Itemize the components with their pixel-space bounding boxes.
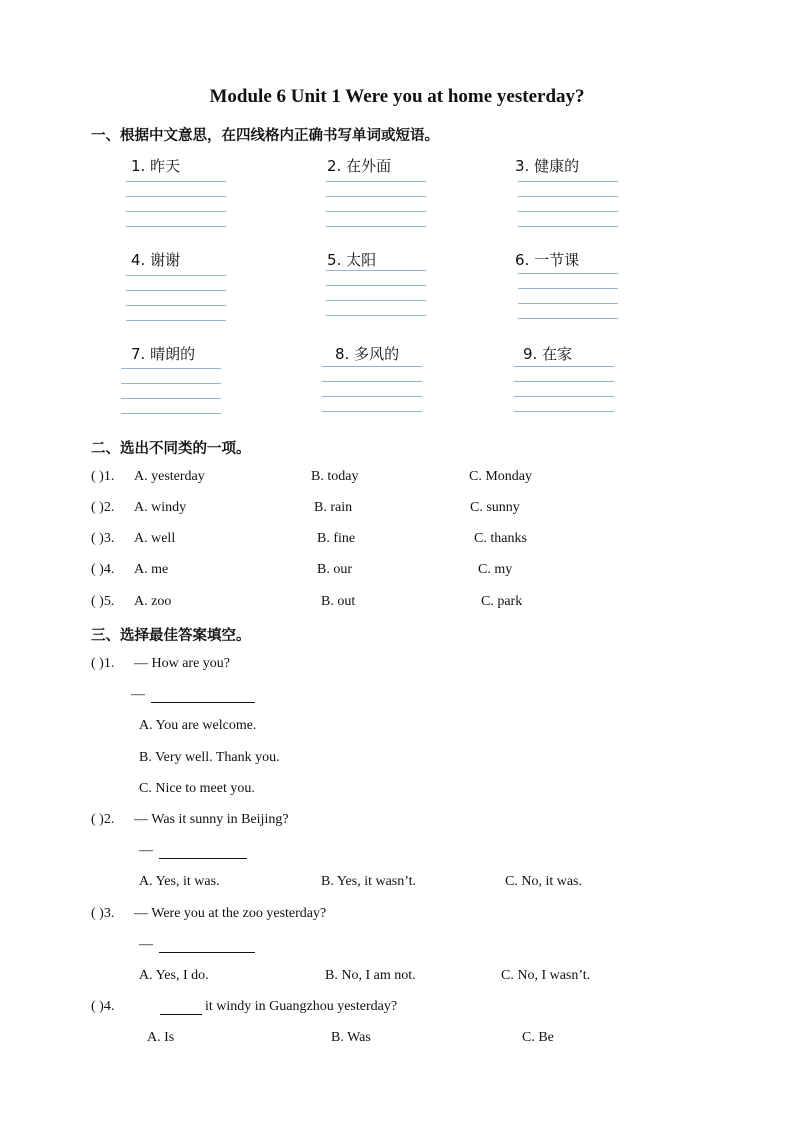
writing-lines-7[interactable] (121, 368, 221, 414)
page-title: Module 6 Unit 1 Were you at home yesterday? (209, 86, 585, 107)
word-3-label: 3. 健康的 (515, 157, 580, 175)
writing-lines-4[interactable] (126, 275, 226, 321)
s2-q1-option-b: B. today (311, 469, 359, 484)
writing-lines-8[interactable] (322, 366, 422, 412)
s2-q2-option-c: C. sunny (470, 500, 520, 515)
s3-q1-option-b: B. Very well. Thank you. (139, 750, 280, 765)
s3-q3-number[interactable]: ( )3. (91, 906, 115, 921)
s2-q4-option-c: C. my (478, 562, 513, 577)
section-3-heading: 三、选择最佳答案填空。 (91, 628, 251, 644)
s3-q1-answer-blank[interactable] (151, 688, 255, 703)
s3-q2-dash: — (139, 843, 153, 858)
s3-q4-option-b: B. Was (331, 1030, 371, 1045)
s3-q3-question: — Were you at the zoo yesterday? (134, 906, 327, 921)
s2-q4-option-b: B. our (317, 562, 352, 577)
s3-q2-option-b: B. Yes, it wasn’t. (321, 874, 417, 889)
s2-q3-option-a: A. well (134, 531, 176, 546)
s2-q4-option-a: A. me (134, 562, 169, 577)
word-5-label: 5. 太阳 (327, 251, 377, 269)
s3-q1-number[interactable]: ( )1. (91, 656, 115, 671)
s2-q1-option-a: A. yesterday (134, 469, 205, 484)
s2-q2-option-a: A. windy (134, 500, 187, 515)
s3-q1-question: — How are you? (134, 656, 231, 671)
s3-q4-option-a: A. Is (147, 1030, 175, 1045)
s2-q1-option-c: C. Monday (469, 469, 532, 484)
s3-q3-option-b: B. No, I am not. (325, 968, 416, 983)
s3-q2-number[interactable]: ( )2. (91, 812, 115, 827)
s3-q2-option-a: A. Yes, it was. (139, 874, 220, 889)
s2-q4-number[interactable]: ( )4. (91, 562, 115, 577)
s2-q5-number[interactable]: ( )5. (91, 594, 115, 609)
writing-lines-5[interactable] (326, 270, 426, 316)
s3-q1-option-c: C. Nice to meet you. (139, 781, 255, 796)
s2-q1-number[interactable]: ( )1. (91, 469, 115, 484)
s3-q3-option-c: C. No, I wasn’t. (501, 968, 591, 983)
s2-q3-number[interactable]: ( )3. (91, 531, 115, 546)
writing-lines-6[interactable] (518, 273, 618, 319)
s3-q4-option-c: C. Be (522, 1030, 554, 1045)
s2-q2-option-b: B. rain (314, 500, 353, 515)
s2-q3-option-b: B. fine (317, 531, 356, 546)
s3-q3-option-a: A. Yes, I do. (139, 968, 209, 983)
word-2-label: 2. 在外面 (327, 157, 392, 175)
s3-q2-answer-blank[interactable] (159, 844, 247, 859)
word-1-label: 1. 昨天 (131, 157, 181, 175)
s3-q4-answer-blank[interactable] (160, 999, 202, 1015)
s3-q1-option-a: A. You are welcome. (139, 718, 257, 733)
s3-q1-dash: — (131, 687, 145, 702)
section-2-heading: 二、选出不同类的一项。 (91, 441, 251, 457)
s3-q3-dash: — (139, 937, 153, 952)
writing-lines-1[interactable] (126, 181, 226, 227)
s2-q5-option-b: B. out (321, 594, 356, 609)
word-9-label: 9. 在家 (523, 345, 573, 363)
section-1-heading: 一、根据中文意思，在四线格内正确书写单词或短语。 (91, 128, 439, 144)
word-4-label: 4. 谢谢 (131, 251, 181, 269)
s3-q2-option-c: C. No, it was. (505, 874, 582, 889)
word-7-label: 7. 晴朗的 (131, 345, 196, 363)
writing-lines-9[interactable] (514, 366, 614, 412)
s2-q5-option-a: A. zoo (134, 594, 172, 609)
s3-q3-answer-blank[interactable] (159, 938, 255, 953)
word-8-label: 8. 多风的 (335, 345, 400, 363)
writing-lines-3[interactable] (518, 181, 618, 227)
word-6-label: 6. 一节课 (515, 251, 580, 269)
s2-q2-number[interactable]: ( )2. (91, 500, 115, 515)
s3-q2-question: — Was it sunny in Beijing? (134, 812, 289, 827)
s3-q4-question: it windy in Guangzhou yesterday? (205, 999, 398, 1014)
writing-lines-2[interactable] (326, 181, 426, 227)
s3-q4-number[interactable]: ( )4. (91, 999, 115, 1014)
s2-q5-option-c: C. park (481, 594, 523, 609)
s2-q3-option-c: C. thanks (474, 531, 527, 546)
